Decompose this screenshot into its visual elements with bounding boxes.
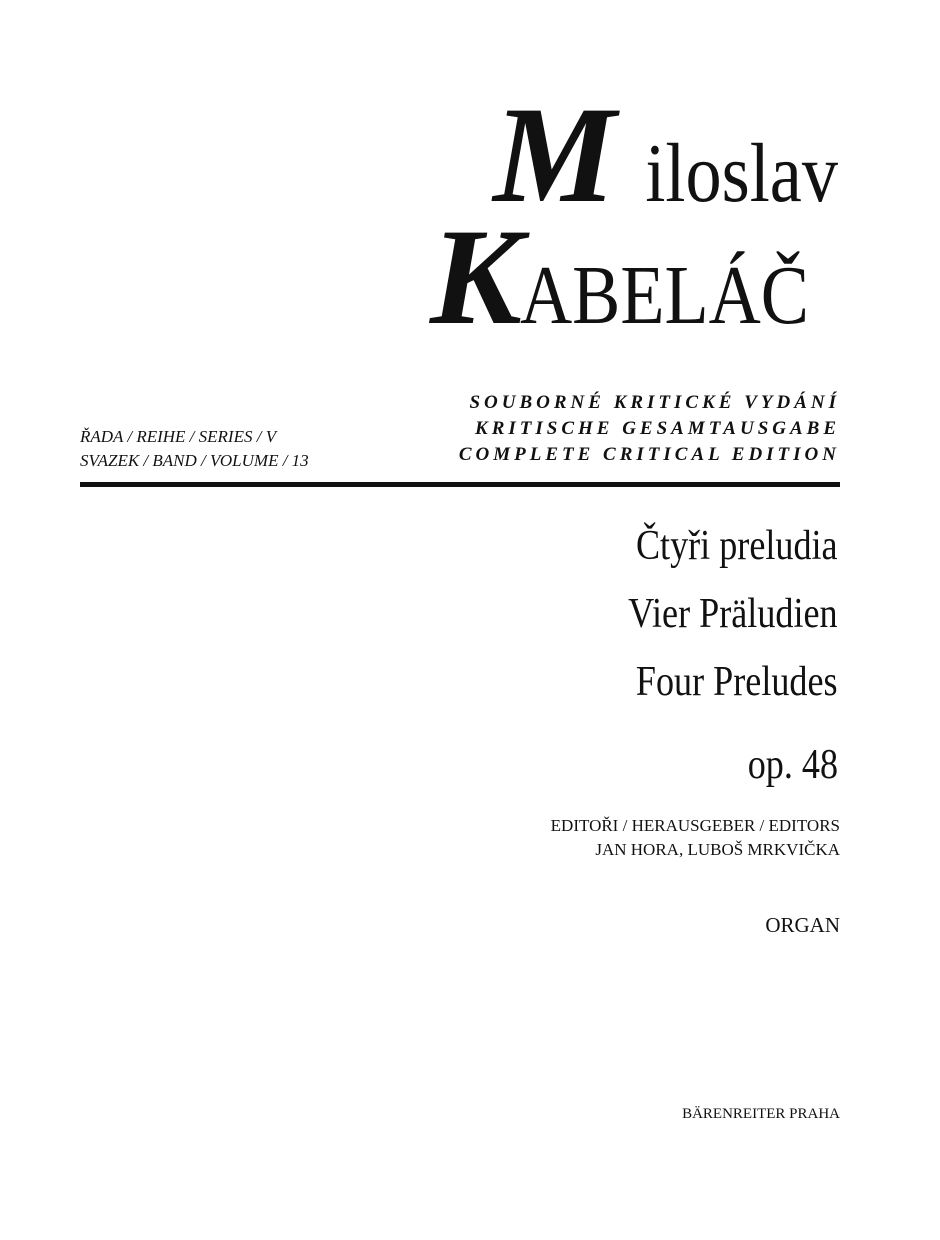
work-title-czech: Čtyři preludia xyxy=(636,523,838,569)
work-titles xyxy=(594,512,838,716)
composer-last-name xyxy=(430,200,856,353)
volume-line: SVAZEK / BAND / VOLUME / 13 xyxy=(80,451,309,470)
first-name-rest: iloslav xyxy=(645,127,838,220)
composer-first-name xyxy=(493,78,838,231)
series-line: ŘADA / REIHE / SERIES / V xyxy=(80,427,277,446)
work-title-german: Vier Präludien xyxy=(628,591,838,637)
opus-number: op. 48 xyxy=(747,742,838,788)
editors-block xyxy=(551,814,840,862)
work-title-english: Four Preludes xyxy=(636,659,838,705)
last-name-rest: ABELÁČ xyxy=(520,249,810,342)
edition-title-german: KRITISCHE GESAMTAUSGABE xyxy=(475,418,840,439)
last-name-initial: K xyxy=(430,200,521,353)
instrument-label: ORGAN xyxy=(765,913,840,937)
publisher-name: BÄRENREITER PRAHA xyxy=(682,1106,840,1122)
editors-label: EDITOŘI / HERAUSGEBER / EDITORS xyxy=(550,816,840,835)
horizontal-rule xyxy=(80,482,840,487)
edition-title-english: COMPLETE CRITICAL EDITION xyxy=(458,444,840,465)
edition-title-czech: SOUBORNÉ KRITICKÉ VYDÁNÍ xyxy=(469,392,840,413)
first-name-initial: M xyxy=(493,78,614,231)
editors-names: JAN HORA, LUBOŠ MRKVIČKA xyxy=(595,840,840,859)
edition-title-block xyxy=(459,390,840,468)
series-info xyxy=(80,425,309,473)
